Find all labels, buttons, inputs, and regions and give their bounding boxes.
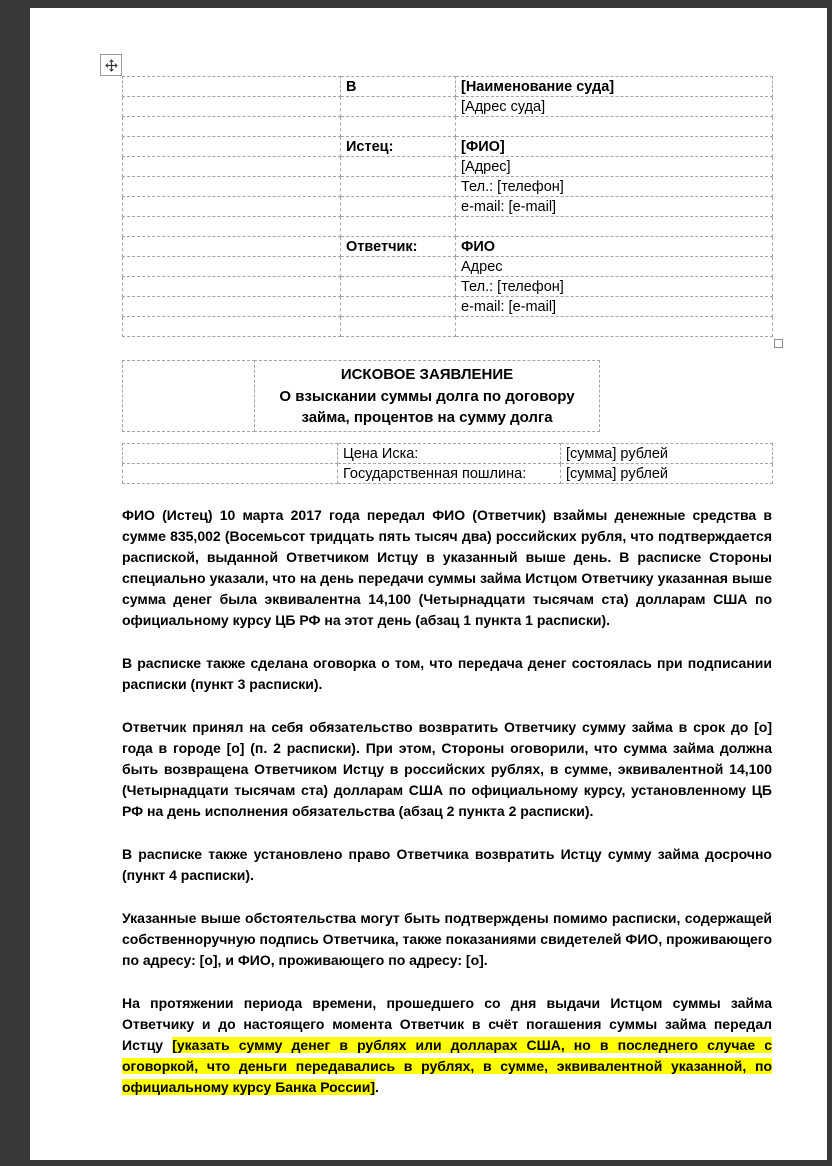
table-row [123,137,773,157]
claim-amount-table [122,443,773,484]
cell-label[interactable] [341,217,456,237]
cell-value[interactable]: [сумма] рублей [561,464,773,484]
move-icon [104,58,119,73]
table-row [123,257,773,277]
cell-label[interactable]: Истец: [341,137,456,157]
cell-label[interactable] [341,97,456,117]
cell-empty[interactable] [123,317,341,337]
text-run: Ответчик принял на себя обязательство возвратить Ответчику сумму займа в срок до [о] года в городе [о] (п. 2 расписки). При этом, Стороны оговорили, что сумма займа должна быть возвращена Ответчиком Истцу в российских рублях, в сумме, эквивалентной 14,100 (Четырнадцати тысячам ста) долларам США по официальному курсу, установленному ЦБ РФ на день исполнения обязательства (абзац 2 пункта 2 расписки). [122,719,772,819]
body-paragraphs[interactable] [122,505,772,1120]
cell-empty[interactable] [123,464,338,484]
cell-empty[interactable] [123,237,341,257]
cell-label[interactable] [341,257,456,277]
cell-label[interactable] [341,297,456,317]
cell-value[interactable]: [Адрес суда] [456,97,773,117]
cell-value[interactable]: [Адрес] [456,157,773,177]
text-run: В расписке также сделана оговорка о том, что передача денег состоялась при подписании расписки (пункт 3 расписки). [122,655,772,692]
cell-label[interactable] [341,177,456,197]
table-move-handle[interactable] [100,54,122,76]
title-line-2: О взыскании суммы долга по договору [279,387,575,405]
paragraph[interactable] [122,717,772,822]
address-table [122,76,773,337]
cell-value[interactable]: Адрес [456,257,773,277]
title-empty-cell[interactable] [122,360,255,432]
table-row [123,277,773,297]
cell-empty[interactable] [123,117,341,137]
cell-label[interactable] [341,197,456,217]
table-row [123,177,773,197]
cell-empty[interactable] [123,137,341,157]
cell-label[interactable] [341,317,456,337]
cell-empty[interactable] [123,97,341,117]
table-row [123,97,773,117]
cell-empty[interactable] [123,444,338,464]
table-row [123,444,773,464]
document-page[interactable] [30,8,827,1160]
cell-empty[interactable] [123,177,341,197]
cell-value[interactable]: [сумма] рублей [561,444,773,464]
table-row [123,77,773,97]
table-resize-handle[interactable] [774,339,783,348]
cell-empty[interactable] [123,77,341,97]
text-run: ФИО (Истец) 10 марта 2017 года передал ФИО (Ответчик) взаймы денежные средства в сумме 835,002 (Восемьсот тридцать пять тысяч два) российских рубля, что подтверждается распиской, выданной Ответчиком Истцу в указанный выше день. В расписке Стороны специально указали, что на день передачи суммы займа Истцом Ответчику указанная выше сумма денег была эквивалентна 14,100 (Четырнадцати тысячам ста) долларам США по официальному курсу ЦБ РФ на этот день (абзац 1 пункта 1 расписки). [122,507,772,628]
highlighted-text: [указать сумму денег в рублях или долларах США, но в последнего случае с оговоркой, что деньги передавались в рублях, в сумме, эквивалентной указанной, по официальному курсу Банка России] [122,1037,772,1095]
text-run: В расписке также установлено право Ответчика возвратить Истцу сумму займа досрочно (пункт 4 расписки). [122,846,772,883]
cell-value[interactable]: [ФИО] [456,137,773,157]
cell-value[interactable]: Тел.: [телефон] [456,277,773,297]
cell-value[interactable] [456,117,773,137]
table-row [123,297,773,317]
title-table [122,360,601,432]
cell-label[interactable] [341,157,456,177]
text-run: На протяжении периода времени, прошедшего со дня выдачи Истцом суммы займа Ответчику и до настоящего момента Ответчик в счёт погашения суммы займа передал Истцу [122,995,772,1053]
cell-empty[interactable] [123,297,341,317]
cell-empty[interactable] [123,157,341,177]
cell-label[interactable]: Ответчик: [341,237,456,257]
paragraph[interactable] [122,908,772,971]
cell-value[interactable]: e-mail: [e-mail] [456,297,773,317]
table-row [123,117,773,137]
cell-value[interactable] [456,217,773,237]
table-row [123,237,773,257]
cell-value[interactable] [456,317,773,337]
cell-label[interactable]: Цена Иска: [338,444,561,464]
cell-value[interactable]: Тел.: [телефон] [456,177,773,197]
paragraph[interactable] [122,653,772,695]
table-row [123,197,773,217]
table-row [123,317,773,337]
cell-empty[interactable] [123,277,341,297]
paragraph[interactable] [122,844,772,886]
cell-label[interactable]: Государственная пошлина: [338,464,561,484]
cell-empty[interactable] [123,217,341,237]
title-line-1: ИСКОВОЕ ЗАЯВЛЕНИЕ [340,366,514,383]
document-title[interactable] [254,360,600,432]
cell-value[interactable]: ФИО [456,237,773,257]
text-run: . [375,1079,379,1095]
cell-value[interactable]: e-mail: [e-mail] [456,197,773,217]
cell-label[interactable] [341,117,456,137]
table-row [123,157,773,177]
paragraph[interactable] [122,505,772,631]
table-row [123,464,773,484]
cell-value[interactable]: [Наименование суда] [456,77,773,97]
paragraph[interactable] [122,993,772,1098]
cell-empty[interactable] [123,257,341,277]
title-line-3: займа, процентов на сумму долга [301,409,553,426]
cell-empty[interactable] [123,197,341,217]
cell-label[interactable]: В [341,77,456,97]
cell-label[interactable] [341,277,456,297]
table-row [123,217,773,237]
text-run: Указанные выше обстоятельства могут быть подтверждены помимо расписки, содержащей собственноручную подпись Ответчика, также показаниями свидетелей ФИО, проживающего по адресу: [о], и ФИО, проживающего по адресу: [о]. [122,910,772,968]
